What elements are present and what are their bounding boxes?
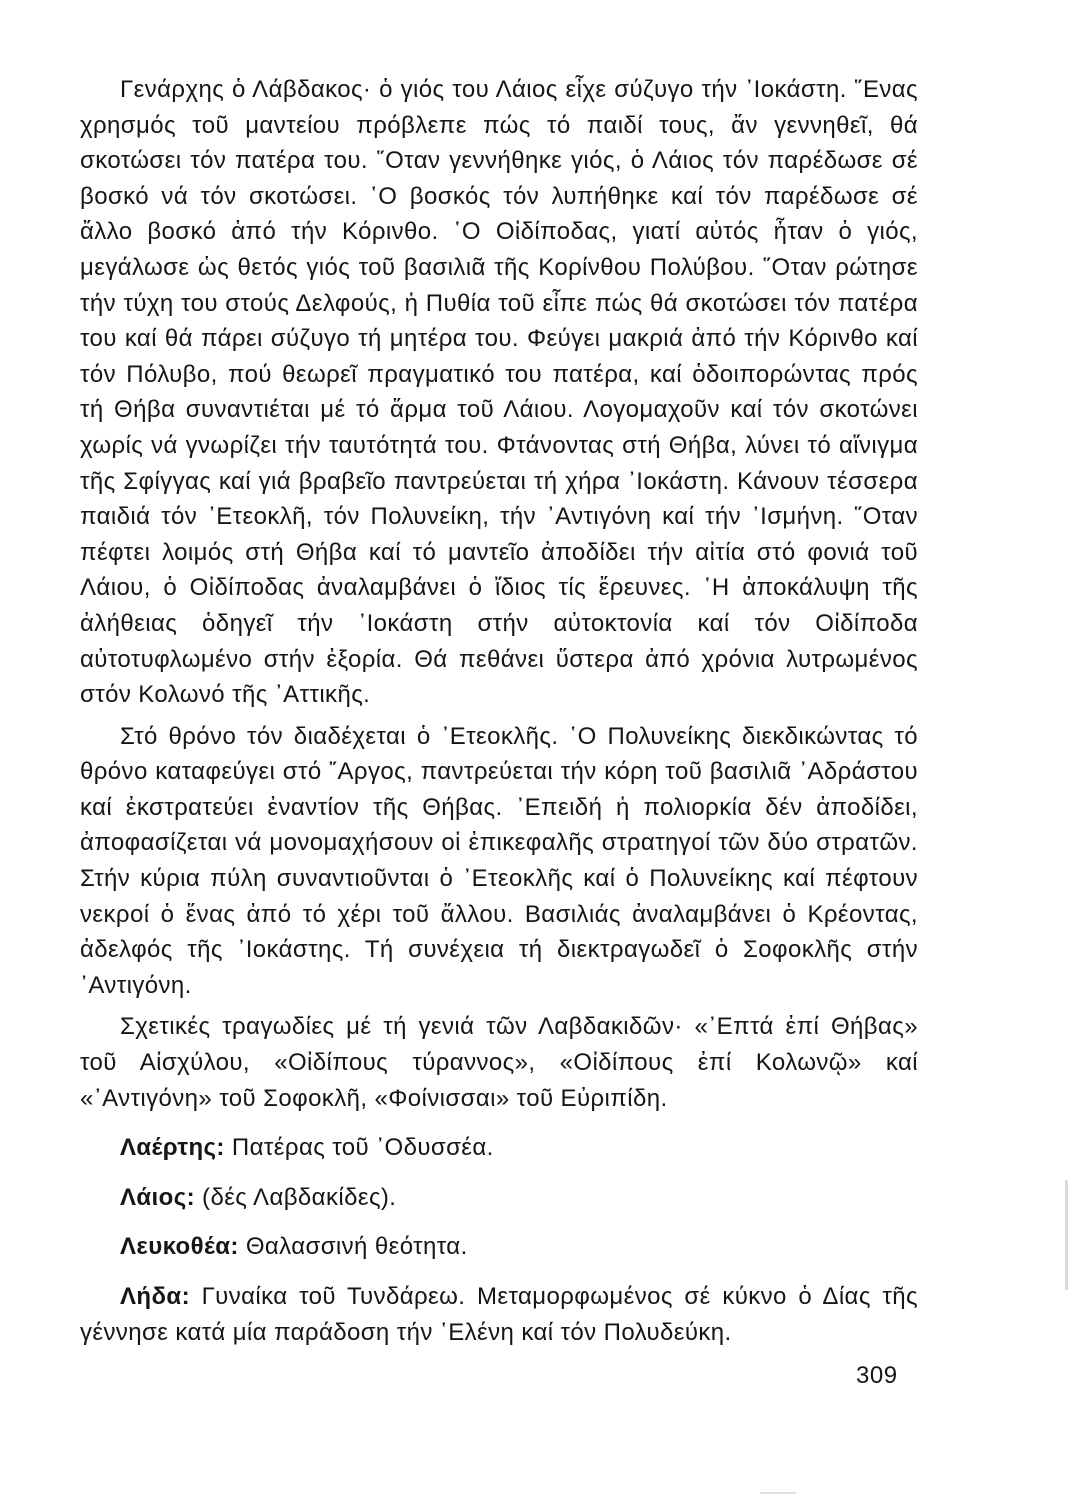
entry-laertes <box>80 1130 918 1166</box>
entry-definition: (δές Λαβδακίδες). <box>202 1183 397 1211</box>
entry-term: Λάιος: <box>120 1183 195 1211</box>
entry-definition: Θαλασσινή θεότητα. <box>245 1233 468 1261</box>
paragraph-labdacids-origin: Γενάρχης ὁ Λάβδακος· ὁ γιός του Λάιος εἶχε σύζυγο τήν ᾽Ιοκάστη. ῞Ενας χρησμός τοῦ μαντείου πρόβλεπε πώς τό παιδί τους, ἄν γεννηθεῖ, θά σκοτώσει τόν πατέρα του. ῞Οταν γεννήθηκε γιός, ὁ Λάιος τόν παρέδωσε σέ βοσκό νά τόν σκοτώσει. ῾Ο βοσκός τόν λυπήθηκε καί τόν παρέδωσε σέ ἄλλο βοσκό ἀπό τήν Κόρινθο. ῾Ο Οἰδίποδας, γιατί αὐτός ἦταν ὁ γιός, μεγάλωσε ὡς θετός γιός τοῦ βασιλιᾶ τῆς Κορίνθου Πολύβου. ῞Οταν ρώτησε τήν τύχη του στούς Δελφούς, ἡ Πυθία τοῦ εἶπε πώς θά σκοτώσει τόν πατέρα του καί θά πάρει σύζυγο τή μητέρα του. Φεύγει μακριά ἀπό τήν Κόρινθο καί τόν Πόλυβο, πού θεωρεῖ πραγματικό του πατέρα, καί ὁδοιπορώντας πρός τή Θήβα συναντιέται μέ τό ἅρμα τοῦ Λάιου. Λογομαχοῦν καί τόν σκοτώνει χωρίς νά γνωρίζει τήν ταυτότητά του. Φτάνοντας στή Θήβα, λύνει τό αἴνιγμα τῆς Σφίγγας καί γιά βραβεῖο παντρεύεται τή χήρα ᾽Ιοκάστη. Κάνουν τέσσερα παιδιά τόν ᾽Ετεοκλῆ, τόν Πολυνείκη, τήν ᾽Αντιγόνη καί τήν ᾽Ισμήνη. ῞Οταν πέφτει λοιμός στή Θήβα καί τό μαντεῖο ἀποδίδει τήν αἰτία στό φονιά τοῦ Λάιου, ὁ Οἰδίποδας ἀναλαμβάνει ὁ ἴδιος τίς ἔρευνες. ῾Η ἀποκάλυψη τῆς ἀλήθειας ὁδηγεῖ τήν ᾽Ιοκάστη στήν αὐτοκτονία καί τόν Οἰδίποδα αὐτοτυφλωμένο στήν ἐξορία. Θά πεθάνει ὕστερα ἀπό χρόνια λυτρωμένος στόν Κολωνό τῆς ᾽Αττικῆς. <box>80 76 918 709</box>
entry-leucothea <box>80 1229 918 1265</box>
paragraph-related-tragedies: Σχετικές τραγωδίες μέ τή γενιά τῶν Λαβδακιδῶν· «᾽Επτά ἐπί Θήβας» τοῦ Αἰσχύλου, «Οἰδίπους τύραννος», «Οἰδίπους ἐπί Κολωνῷ» καί «᾽Αντιγόνη» τοῦ Σοφοκλῆ, «Φοίνισσαι» τοῦ Εὐριπίδη. <box>80 1013 918 1112</box>
entry-term: Λαέρτης: <box>120 1134 225 1162</box>
page-body <box>80 72 918 1350</box>
entry-leda <box>80 1279 918 1350</box>
entry-term: Λευκοθέα: <box>120 1233 239 1261</box>
paragraph-succession: Στό θρόνο τόν διαδέχεται ὁ ᾽Ετεοκλῆς. ῾Ο Πολυνείκης διεκδικώντας τό θρόνο καταφεύγει στό ῎Αργος, παντρεύεται τήν κόρη τοῦ βασιλιᾶ ᾽Αδράστου καί ἐκστρατεύει ἐναντίον τῆς Θήβας. ᾽Επειδή ἡ πολιορκία δέν ἀποδίδει, ἀποφασίζεται νά μονομαχήσουν οἱ ἐπικεφαλῆς στρατηγοί τῶν δύο στρατῶν. Στήν κύρια πύλη συναντιοῦνται ὁ ᾽Ετεοκλῆς καί ὁ Πολυνείκης καί πέφτουν νεκροί ὁ ἕνας ἀπό τό χέρι τοῦ ἄλλου. Βασιλιάς ἀναλαμβάνει ὁ Κρέοντας, ἀδελφός τῆς ᾽Ιοκάστης. Τή συνέχεια τή διεκτραγωδεῖ ὁ Σοφοκλῆς στήν ᾽Αντιγόνη. <box>80 722 918 999</box>
entry-definition: Γυναίκα τοῦ Τυνδάρεω. Μεταμορφωμένος σέ κύκνο ὁ Δίας τῆς γέννησε κατά μία παράδοση τήν ῾Ελένη καί τόν Πολυδεύκη. <box>80 1283 918 1346</box>
entry-term: Λήδα: <box>120 1283 190 1310</box>
scan-bottom-mark <box>760 1492 796 1494</box>
page-number: 309 <box>856 1362 898 1389</box>
entry-laius <box>80 1180 918 1216</box>
entry-definition: Πατέρας τοῦ ᾽Οδυσσέα. <box>231 1134 494 1162</box>
